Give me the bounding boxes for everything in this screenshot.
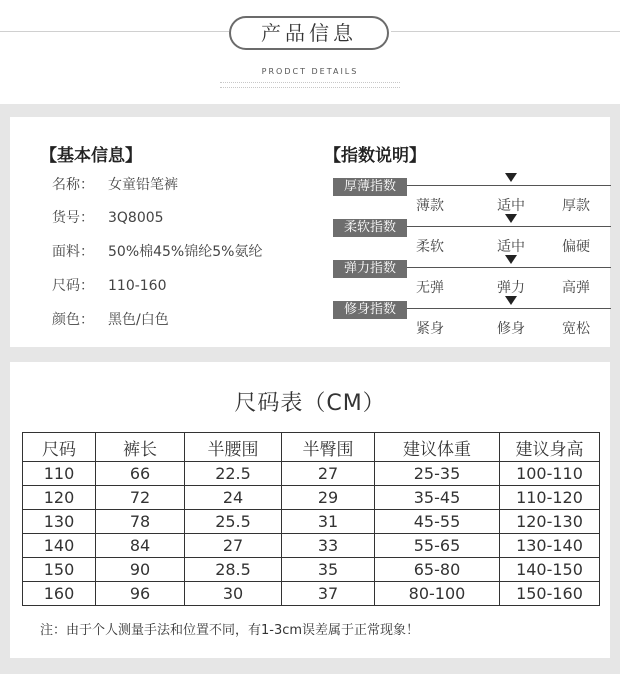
table-cell: 25-35: [375, 462, 500, 486]
info-row-fabric: [52, 241, 262, 261]
table-cell: 140: [23, 534, 96, 558]
index-tag: 弹力指数: [333, 260, 407, 278]
table-cell: 78: [96, 510, 185, 534]
index-marker-icon: [505, 296, 517, 305]
size-table: [22, 432, 600, 606]
table-cell: 120-130: [500, 510, 600, 534]
column-header: 尺码: [23, 433, 96, 462]
size-chart-title: 尺码表（CM）: [234, 391, 386, 416]
table-cell: 35: [282, 558, 375, 582]
info-key: 尺码：: [52, 278, 94, 294]
table-cell: 84: [96, 534, 185, 558]
index-label: 厚款: [562, 198, 590, 214]
table-cell: 160: [23, 582, 96, 606]
header-section: [0, 0, 620, 104]
table-cell: 140-150: [500, 558, 600, 582]
info-value: 3Q8005: [108, 210, 164, 226]
table-cell: 27: [282, 462, 375, 486]
index-row-elasticity: [333, 260, 611, 300]
table-cell: 29: [282, 486, 375, 510]
info-row-size: [52, 275, 167, 295]
table-cell: 35-45: [375, 486, 500, 510]
table-cell: 45-55: [375, 510, 500, 534]
table-cell: 130-140: [500, 534, 600, 558]
index-marker-icon: [505, 214, 517, 223]
column-header: 建议体重: [375, 433, 500, 462]
index-scale-line: [407, 308, 611, 309]
index-row-softness: [333, 219, 611, 259]
table-cell: 66: [96, 462, 185, 486]
table-cell: 90: [96, 558, 185, 582]
index-label: 无弹: [416, 280, 444, 296]
index-label: 高弹: [562, 280, 590, 296]
index-label: 适中: [497, 239, 525, 255]
info-row-color: [52, 309, 169, 329]
table-row: [23, 462, 600, 486]
index-label: 偏硬: [562, 239, 590, 255]
index-info-title: 【指数说明】: [324, 146, 426, 166]
size-chart-card: [10, 362, 610, 658]
table-cell: 25.5: [185, 510, 282, 534]
table-row: [23, 558, 600, 582]
index-scale-line: [407, 267, 611, 268]
table-cell: 150-160: [500, 582, 600, 606]
table-row: [23, 486, 600, 510]
measurement-note: 注：由于个人测量手法和位置不同，有1-3cm误差属于正常现象！: [40, 623, 420, 638]
table-cell: 96: [96, 582, 185, 606]
index-label: 弹力: [497, 280, 525, 296]
index-tag: 修身指数: [333, 301, 407, 319]
header-title: 产品信息: [229, 16, 389, 50]
header-rule-left: [0, 31, 229, 32]
info-row-sku: [52, 207, 164, 227]
index-label: 柔软: [416, 239, 444, 255]
table-cell: 100-110: [500, 462, 600, 486]
table-row: [23, 534, 600, 558]
table-cell: 130: [23, 510, 96, 534]
info-row-name: [52, 174, 178, 194]
table-cell: 110: [23, 462, 96, 486]
index-tag: 柔软指数: [333, 219, 407, 237]
index-label: 修身: [497, 321, 525, 337]
info-key: 货号：: [52, 210, 94, 226]
column-header: 建议身高: [500, 433, 600, 462]
info-value: 黑色/白色: [108, 312, 169, 328]
table-cell: 65-80: [375, 558, 500, 582]
info-value: 50%棉45%锦纶5%氨纶: [108, 244, 263, 260]
table-cell: 55-65: [375, 534, 500, 558]
info-key: 面料：: [52, 244, 94, 260]
table-cell: 120: [23, 486, 96, 510]
index-label: 宽松: [562, 321, 590, 337]
table-cell: 28.5: [185, 558, 282, 582]
table-header-row: [23, 433, 600, 462]
header-subtitle: PRODCT DETAILS: [261, 67, 359, 76]
index-tag: 厚薄指数: [333, 178, 407, 196]
basic-info-title: 【基本信息】: [40, 146, 142, 166]
index-label: 适中: [497, 198, 525, 214]
table-cell: 30: [185, 582, 282, 606]
column-header: 半腰围: [185, 433, 282, 462]
info-value: 110-160: [108, 278, 167, 294]
info-card: [10, 117, 610, 347]
table-row: [23, 510, 600, 534]
index-scale-line: [407, 226, 611, 227]
header-rule-right: [391, 31, 620, 32]
header-decoration: [220, 82, 400, 88]
info-value: 女童铅笔裤: [108, 177, 178, 193]
table-cell: 80-100: [375, 582, 500, 606]
index-marker-icon: [505, 255, 517, 264]
table-cell: 27: [185, 534, 282, 558]
info-key: 颜色：: [52, 312, 94, 328]
index-label: 紧身: [416, 321, 444, 337]
table-cell: 22.5: [185, 462, 282, 486]
index-marker-icon: [505, 173, 517, 182]
index-row-fit: [333, 301, 611, 341]
table-cell: 37: [282, 582, 375, 606]
index-row-thickness: [333, 178, 611, 218]
info-key: 名称：: [52, 177, 94, 193]
table-cell: 110-120: [500, 486, 600, 510]
index-label: 薄款: [416, 198, 444, 214]
index-scale-line: [407, 185, 611, 186]
column-header: 裤长: [96, 433, 185, 462]
column-header: 半臀围: [282, 433, 375, 462]
table-cell: 72: [96, 486, 185, 510]
table-cell: 33: [282, 534, 375, 558]
table-row: [23, 582, 600, 606]
table-cell: 31: [282, 510, 375, 534]
table-cell: 24: [185, 486, 282, 510]
table-cell: 150: [23, 558, 96, 582]
